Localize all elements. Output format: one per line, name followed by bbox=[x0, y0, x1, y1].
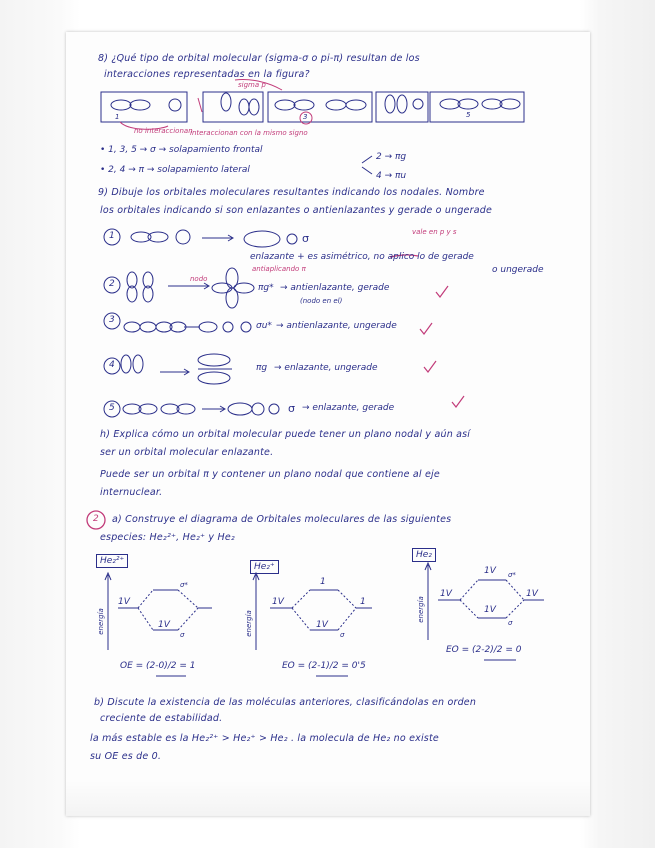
item-1-text-2: o ungerade bbox=[492, 265, 544, 275]
qb-answer-line2: su OE es de 0. bbox=[90, 751, 162, 762]
item-5-number: 5 bbox=[109, 403, 115, 413]
q2-title: a) Construye el diagrama de Orbitales moleculares de las siguientes bbox=[112, 514, 452, 525]
diagram-2-top-mo: 1 bbox=[320, 577, 326, 587]
diagram-3-ao-right: 1V bbox=[526, 589, 538, 599]
diagram-3-ao-left: 1V bbox=[440, 589, 452, 599]
diagram-1-mo: 1V bbox=[158, 620, 170, 630]
item-3-text: → antienlazante, ungerade bbox=[276, 321, 397, 331]
q9-title: 9) Dibuje los orbitales moleculares resultantes indicando los nodales. Nombre bbox=[98, 187, 485, 198]
qh-title: h) Explica cómo un orbital molecular puede tener un plano nodal y aún así bbox=[100, 429, 471, 440]
item-1-note: vale en p y s bbox=[412, 228, 457, 236]
item-2-symbol: πg* bbox=[258, 283, 274, 293]
item-2-text: → antienlazante, gerade bbox=[280, 283, 390, 293]
mo-diagram-2 bbox=[253, 573, 372, 650]
item-2-subtext: (nodo en el) bbox=[300, 297, 343, 305]
q8-annotation-left: no interaccionan bbox=[134, 127, 193, 135]
diagram-2-mo: 1V bbox=[316, 620, 328, 630]
q8-box-3-label: 3 bbox=[303, 113, 308, 121]
diagram-3-axis-label: energía bbox=[416, 596, 425, 623]
qb-answer: la más estable es la He₂²⁺ > He₂⁺ > He₂ . la molecula de He₂ no existe bbox=[90, 733, 439, 744]
diagram-2-species: He₂⁺ bbox=[250, 560, 279, 574]
q9-title-line2: los orbitales indicando si son enlazantes o antienlazantes y gerade o ungerade bbox=[100, 205, 492, 216]
item-5-text: → enlazante, gerade bbox=[302, 403, 395, 413]
pink-checkmarks bbox=[390, 255, 464, 407]
item-1-note-2: antiaplicando π bbox=[252, 265, 306, 273]
diagram-1-sigma-star: σ* bbox=[180, 581, 188, 589]
diagram-2-axis-label: energía bbox=[244, 610, 253, 637]
diagram-3-sigma: σ bbox=[508, 619, 513, 627]
item-3-symbol: σu* bbox=[256, 321, 272, 331]
item-1-symbol: σ bbox=[302, 232, 309, 245]
item-2-label: nodo bbox=[190, 275, 208, 283]
q8-branch-1: 2 → πg bbox=[376, 152, 407, 162]
q8-arrows bbox=[362, 156, 372, 174]
q8-annotation-top: sigma p bbox=[238, 81, 266, 89]
diagram-3-sigma-star: σ* bbox=[508, 571, 516, 579]
diagram-1-sigma: σ bbox=[180, 631, 185, 639]
item-4-number: 4 bbox=[109, 360, 115, 370]
diagram-1-bond-order: OE = (2-0)/2 = 1 bbox=[120, 661, 196, 671]
q8-title-line2: interacciones representadas en la figura? bbox=[104, 69, 310, 80]
qb-title: b) Discute la existencia de las moléculas anteriores, clasificándolas en orden bbox=[94, 697, 477, 708]
qb-title-line2: creciente de estabilidad. bbox=[100, 713, 223, 724]
diagram-2-sigma: σ bbox=[340, 631, 345, 639]
q8-box-1-label: 1 bbox=[115, 113, 120, 121]
q8-annotation-bottom: interaccionan con la mismo signo bbox=[190, 129, 308, 137]
diagram-1-ao: 1V bbox=[118, 597, 130, 607]
diagram-2-ao-right: 1 bbox=[360, 597, 366, 607]
q2-number: 2 bbox=[93, 514, 99, 524]
qh-answer-line2: internuclear. bbox=[100, 487, 163, 498]
diagram-2-ao-left: 1V bbox=[272, 597, 284, 607]
q8-box-5-label: 5 bbox=[466, 111, 471, 119]
diagram-2-bond-order: EO = (2-1)/2 = 0'5 bbox=[282, 661, 366, 671]
q8-line-2: • 2, 4 → π → solapamiento lateral bbox=[100, 165, 250, 175]
qh-answer: Puede ser un orbital π y contener un plano nodal que contiene al eje bbox=[100, 469, 440, 480]
mo-diagram-1 bbox=[105, 573, 212, 650]
q8-title: 8) ¿Qué tipo de orbital molecular (sigma-σ o pi-π) resultan de los bbox=[98, 53, 420, 64]
item-3-number: 3 bbox=[109, 315, 115, 325]
diagram-3-bond-order: EO = (2-2)/2 = 0 bbox=[446, 645, 522, 655]
q8-orbital-boxes bbox=[101, 92, 524, 122]
item-4-symbol: πg bbox=[256, 363, 268, 373]
q8-line-1: • 1, 3, 5 → σ → solapamiento frontal bbox=[100, 145, 263, 155]
item-1-text: enlazante + es asimétrico, no aplico lo de gerade bbox=[250, 252, 474, 262]
q8-branch-2: 4 → πu bbox=[376, 171, 407, 181]
qh-title-line2: ser un orbital molecular enlazante. bbox=[100, 447, 274, 458]
item-4-text: → enlazante, ungerade bbox=[274, 363, 378, 373]
item-5-symbol: σ bbox=[288, 402, 295, 415]
item-1-number: 1 bbox=[109, 231, 115, 241]
diagram-3-species: He₂ bbox=[412, 548, 436, 562]
diagram-1-axis-label: energía bbox=[96, 608, 105, 635]
diagram-1-species: He₂²⁺ bbox=[96, 554, 128, 568]
diagram-3-mo: 1V bbox=[484, 605, 496, 615]
diagram-3-top-mo: 1V bbox=[484, 566, 496, 576]
item-2-number: 2 bbox=[109, 279, 115, 289]
q2-title-line2: especies: He₂²⁺, He₂⁺ y He₂ bbox=[100, 532, 235, 543]
